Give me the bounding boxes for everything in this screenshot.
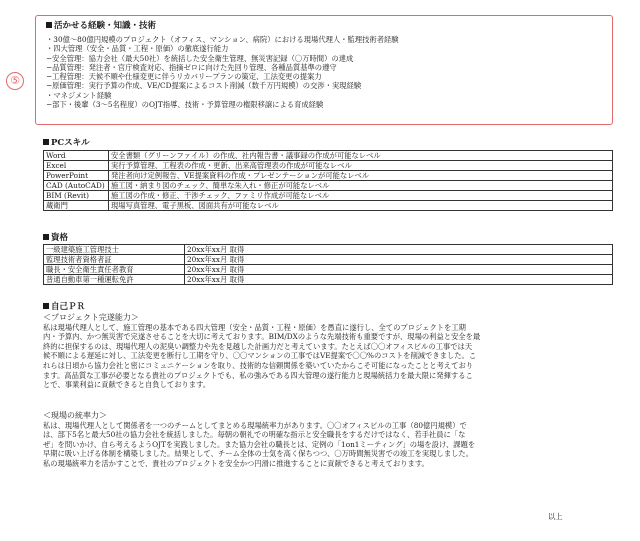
table-row [44, 181, 613, 191]
table-row [44, 265, 613, 275]
pc-skill-desc: 施工図の作成・修正、干渉チェック、ファミリ作成が可能なレベル [109, 191, 613, 201]
license-date: 20xx年xx月 取得 [185, 245, 613, 255]
license-date: 20xx年xx月 取得 [185, 265, 613, 275]
pr-line: れらは日頃から協力会社と密にコミュニケーションを取り、技術的な信頼関係を築いていたからこそ可能になったことと考えており [43, 360, 474, 370]
pc-skill-name: PowerPoint [44, 171, 109, 181]
self-pr-heading: 自己ＰＲ [43, 302, 85, 312]
pr-line: ぜ」を問いかけ、自ら考えるようOJTを実践しました。また協力会社の職長とは、定例の「1on1ミーティング」の場を設け、課題を [43, 439, 476, 449]
pc-skill-name: CAD (AutoCAD) [44, 181, 109, 191]
pc-skill-name: 蔵衛門 [44, 201, 109, 211]
pc-skill-desc: 発注者向け定例報告、VE提案資料の作成・プレゼンテーションが可能なレベル [109, 171, 613, 181]
closing-text: 以上 [548, 512, 563, 521]
pr-line: 早期に吸い上げる体制を構築しました。結果として、チーム全体の士気を高く保ちつつ、〇万時間無災害での竣工を実現しました。 [43, 449, 474, 459]
section-number-marker: ⑤ [6, 72, 24, 90]
pr-block-completion [43, 313, 480, 390]
license-heading: 資格 [43, 233, 68, 243]
skills-line: −品質管理：発注者・官庁検査対応、指摘ゼロに向けた先回り管理、各種品質基準の遵守 [46, 62, 337, 72]
pc-skill-desc: 実行予算管理、工程表の作成・更新、出来高管理表の作成が可能なレベル [109, 161, 613, 171]
license-name: 普通自動車第一種運転免許 [44, 275, 185, 285]
pc-skill-name: Excel [44, 161, 109, 171]
pr-block-leadership [43, 411, 475, 469]
table-row [44, 171, 613, 181]
license-name: 職長・安全衛生責任者教育 [44, 265, 185, 275]
skills-line: −安全管理：協力会社（最大50社）を統括した安全衛生管理、無災害記録（〇万時間）の達成 [46, 53, 354, 63]
skills-line: −原価管理：実行予算の作成、VE/CD提案によるコスト削減（数千万円規模）の交渉・実現経験 [46, 81, 362, 91]
skills-line: −部下・後輩（3〜5名程度）のOJT指導、技術・予算管理の権限移譲による育成経験 [46, 100, 324, 110]
pr-line: とで、事業利益に貢献できると自負しております。 [43, 380, 211, 390]
pc-skill-name: BIM (Revit) [44, 191, 109, 201]
pr-line: ます。高品質な工事が必要となる貴社のプロジェクトでも、私の強みである四大管理の遂行能力と現場統括力を最大限に発揮するこ [43, 370, 473, 380]
pc-skill-name: Word [44, 151, 109, 161]
pr-line: 終的に担保するのは、現場代理人の泥臭い調整力や先を見越した計画力だと考えています。たとえば〇〇オフィスビルの工事では天 [43, 341, 473, 351]
pr-line: 私は、現場代理人として関係者を一つのチームとしてまとめる現場統率力があります。〇〇オフィスビルの工事（80億円規模）で [43, 420, 467, 430]
table-row [44, 255, 613, 265]
license-table [43, 244, 613, 285]
skills-highlight-box [35, 15, 613, 125]
pc-skill-desc: 安全書類（グリーンファイル）の作成、社内報告書・議事録の作成が可能なレベル [109, 151, 613, 161]
skills-heading: 活かせる経験・知識・技術 [46, 21, 604, 31]
pr-line: 私は現場代理人として、施工管理の基本である四大管理（安全・品質・工程・原価）を愚直に遂行し、全てのプロジェクトを工期 [43, 322, 466, 332]
pr-line: 内・予算内、かつ無災害で完遂させることを大切に考えております。BIM/DXのような先端技術も重要ですが、現場の利益と安全を最 [43, 332, 481, 342]
skills-line: −工程管理：天候不順や仕様変更に伴うリカバリープランの策定、工法変更の提案力 [46, 72, 322, 82]
pc-skill-desc: 現場写真管理、電子黒板、図面共有が可能なレベル [109, 201, 613, 211]
skills-line: ・30億〜80億円規模のプロジェクト（オフィス、マンション、病院）における現場代理人・監理技術者経験 [46, 35, 399, 44]
table-row [44, 151, 613, 161]
table-row [44, 201, 613, 211]
pc-skills-heading: PCスキル [43, 138, 90, 148]
square-bullet-icon [43, 303, 49, 309]
skills-line: ・マネジメント経験 [46, 90, 112, 100]
square-bullet-icon [46, 22, 52, 28]
skills-line: ・四大管理（安全・品質・工程・原価）の徹底遂行能力 [46, 44, 229, 54]
pc-skill-desc: 施工図・納まり図のチェック、簡単な朱入れ・修正が可能なレベル [109, 181, 613, 191]
license-date: 20xx年xx月 取得 [185, 255, 613, 265]
pr-line: 私の現場統率力を活かすことで、貴社のプロジェクトを安全かつ円滑に推進することに貢献できると考えております。 [43, 458, 429, 468]
license-name: 監理技術者資格者証 [44, 255, 185, 265]
table-row [44, 161, 613, 171]
pr-block-heading: ＜現場の統率力＞ [43, 411, 107, 420]
table-row [44, 191, 613, 201]
license-name: 一級建築施工管理技士 [44, 245, 185, 255]
table-row [44, 275, 613, 285]
pr-line: は、部下5名と最大50社の協力会社を統括しました。毎朝の朝礼での明確な指示と安全職長をするだけではなく、若手社員に「な [43, 430, 466, 440]
square-bullet-icon [43, 234, 49, 240]
square-bullet-icon [43, 139, 49, 145]
pr-block-heading: ＜プロジェクト完遂能力＞ [43, 313, 139, 322]
table-row [44, 245, 613, 255]
pc-skills-table [43, 150, 613, 211]
pr-line: 候不順による遅延に対し、工法変更を断行し工期を守り、〇〇マンションの工事ではVE提案で〇〇%のコストを削減できました。こ [43, 351, 477, 361]
license-date: 20xx年xx月 取得 [185, 275, 613, 285]
